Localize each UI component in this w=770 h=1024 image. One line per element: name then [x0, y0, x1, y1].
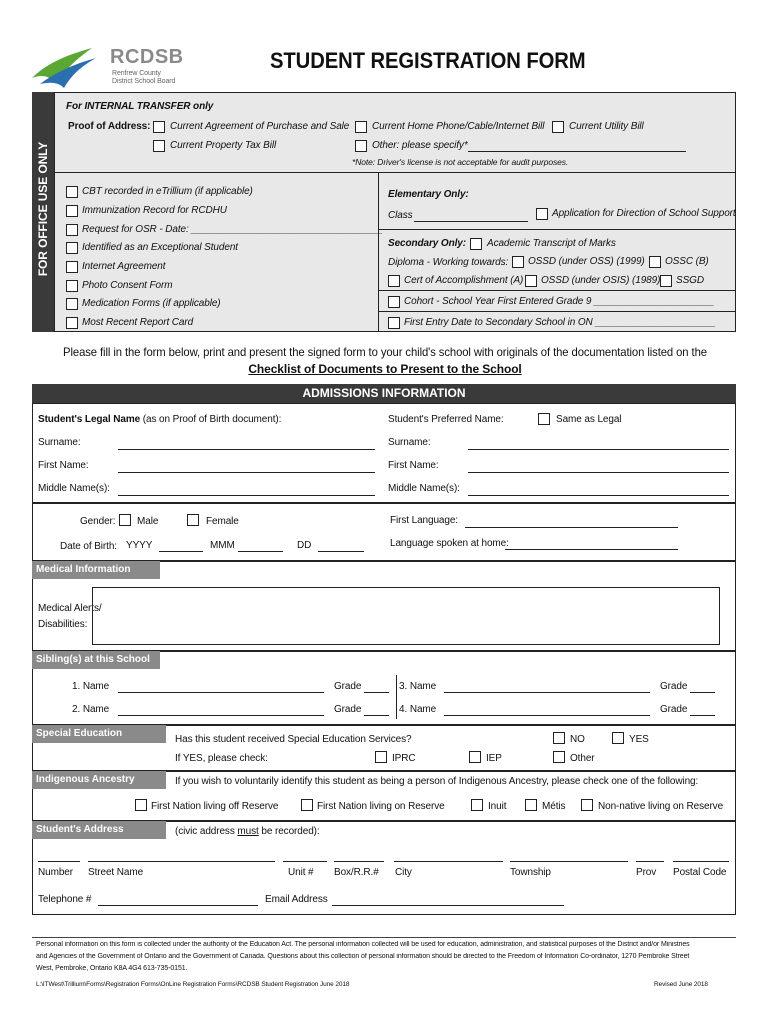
ossd-1999: OSSD (under OSS) (1999) — [528, 256, 645, 267]
iep: IEP — [486, 753, 502, 764]
indigenous-opt1: First Nation living off Reserve — [151, 801, 279, 812]
logo — [30, 44, 190, 92]
checkbox-non-native[interactable] — [581, 799, 593, 811]
other-proof-field[interactable] — [468, 151, 686, 152]
number-field[interactable] — [38, 861, 80, 862]
cohort-entry-divider — [378, 311, 736, 312]
unit-field[interactable] — [283, 861, 327, 862]
checkbox-exceptional[interactable] — [66, 242, 78, 254]
checkbox-same-as-legal[interactable] — [538, 413, 550, 425]
checkbox-immunization[interactable] — [66, 205, 78, 217]
prov-field[interactable] — [636, 861, 664, 862]
cert-accomp: Cert of Accomplishment (A) — [404, 275, 524, 286]
elem-sec-divider — [378, 229, 736, 230]
sibling-2-grade-field[interactable] — [364, 715, 389, 716]
logo-sub2: District School Board — [112, 78, 176, 85]
same-as-legal: Same as Legal — [556, 414, 622, 425]
sibling-4-label: 4. Name — [399, 704, 437, 715]
pref-surname-field[interactable] — [468, 449, 729, 450]
postal-field[interactable] — [673, 861, 729, 862]
sibling-2-grade-label: Grade — [334, 704, 362, 715]
sibling-2-label: 2. Name — [72, 704, 110, 715]
academic-transcript: Academic Transcript of Marks — [487, 238, 616, 249]
checkbox-ossd-osis[interactable] — [525, 275, 537, 287]
checkbox-ossc[interactable] — [649, 256, 661, 268]
special-ed-question: Has this student received Special Education Services? — [175, 734, 412, 745]
checkbox-male[interactable] — [119, 514, 131, 526]
iprc: IPRC — [392, 753, 416, 764]
checkbox-utility[interactable] — [552, 121, 564, 133]
opt-tax: Current Property Tax Bill — [170, 140, 277, 151]
box-field[interactable] — [334, 861, 384, 862]
medical-bar: Medical Information — [32, 561, 160, 579]
checkbox-internet[interactable] — [66, 261, 78, 273]
left-item-2: Request for OSR - Date: ___________________________________ — [82, 224, 383, 235]
legal-name-rest: (as on Proof of Birth document): — [142, 414, 282, 425]
checkbox-metis[interactable] — [525, 799, 537, 811]
left-item-7: Most Recent Report Card — [82, 317, 194, 328]
checkbox-cbt[interactable] — [66, 186, 78, 198]
drivers-license-note: *Note: Driver's license is not acceptable for audit purposes. — [352, 157, 569, 167]
checkbox-phone-bill[interactable] — [355, 121, 367, 133]
address-note-post: be recorded): — [258, 826, 320, 837]
checkbox-inuit[interactable] — [471, 799, 483, 811]
sped-no: NO — [570, 734, 585, 745]
pref-middle-names-label: Middle Name(s): — [388, 483, 460, 494]
left-item-6: Medication Forms (if applicable) — [82, 298, 221, 309]
office-divider — [54, 172, 736, 173]
middle-names-field[interactable] — [118, 495, 375, 496]
number-label: Number — [38, 867, 73, 878]
sibling-3-name-field[interactable] — [444, 692, 650, 693]
checkbox-transcript[interactable] — [470, 238, 482, 250]
diploma-label: Diploma - Working towards: — [388, 257, 509, 268]
indigenous-question: If you wish to voluntarily identify this student as being a person of Indigenous Ancestry, please check one of the following: — [175, 776, 699, 787]
sped-other: Other — [570, 753, 595, 764]
diploma-cohort-divider — [378, 290, 736, 291]
first-entry: First Entry Date to Secondary School in ON ______________________ — [404, 317, 716, 328]
indigenous-opt4: Métis — [542, 801, 566, 812]
pref-first-name-field[interactable] — [468, 472, 729, 473]
office-use-label: FOR OFFICE USE ONLY — [36, 141, 50, 277]
dob-dd-field[interactable] — [318, 551, 364, 552]
city-label: City — [395, 867, 412, 878]
opt-utility: Current Utility Bill — [569, 121, 644, 132]
cohort: Cohort - School Year First Entered Grade 9 ______________________ — [404, 296, 715, 307]
prov-label: Prov — [636, 867, 657, 878]
siblings-divider — [396, 675, 397, 719]
first-name-label: First Name: — [38, 460, 89, 471]
sibling-1-grade-label: Grade — [334, 681, 362, 692]
city-field[interactable] — [394, 861, 503, 862]
dob-label: Date of Birth: — [60, 541, 117, 552]
sibling-3-grade-label: Grade — [660, 681, 688, 692]
first-name-field[interactable] — [118, 472, 375, 473]
lang-home-field[interactable] — [505, 549, 678, 550]
sibling-1-label: 1. Name — [72, 681, 110, 692]
class-field[interactable] — [414, 221, 528, 222]
sibling-1-name-field[interactable] — [118, 692, 324, 693]
sibling-3-label: 3. Name — [399, 681, 437, 692]
ossc: OSSC (B) — [665, 256, 709, 267]
privacy-line3: West, Pembroke, Ontario K8A 4G4 613-735-0151. — [36, 965, 188, 972]
logo-sub1: Renfrew County — [112, 70, 161, 77]
address-note-pre: (civic address — [175, 826, 238, 837]
internal-transfer-label: For INTERNAL TRANSFER only — [66, 101, 214, 112]
medical-alerts-field[interactable] — [92, 587, 720, 645]
left-item-1: Immunization Record for RCDHU — [82, 205, 227, 216]
surname-field[interactable] — [118, 449, 375, 450]
checkbox-fn-off-reserve[interactable] — [135, 799, 147, 811]
sibling-4-grade-field[interactable] — [690, 715, 715, 716]
legal-name-bold: Student's Legal Name — [38, 414, 141, 425]
sped-yes: YES — [629, 734, 649, 745]
pref-first-name-label: First Name: — [388, 460, 439, 471]
ssgd: SSGD — [676, 275, 704, 286]
logo-text: RCDSB — [110, 46, 184, 68]
checkbox-osr[interactable] — [66, 224, 78, 236]
left-item-4: Internet Agreement — [82, 261, 166, 272]
sibling-2-name-field[interactable] — [118, 715, 324, 716]
dob-dd: DD — [297, 540, 312, 551]
checkbox-sped-yes[interactable] — [612, 732, 624, 744]
first-language-label: First Language: — [390, 515, 458, 526]
office-use-side-bar — [32, 92, 54, 332]
unit-label: Unit # — [288, 867, 314, 878]
checkbox-medication[interactable] — [66, 298, 78, 310]
ossd-osis: OSSD (under OSIS) (1989) — [541, 275, 661, 286]
checkbox-report-card[interactable] — [66, 317, 78, 329]
opt-other: Other: please specify* — [372, 140, 468, 151]
pref-surname-label: Surname: — [388, 437, 431, 448]
postal-label: Postal Code — [673, 867, 727, 878]
male: Male — [137, 516, 159, 527]
app-direction: Application for Direction of School Support — [552, 208, 736, 219]
checkbox-tax[interactable] — [153, 140, 165, 152]
address-note — [175, 826, 320, 837]
street-label: Street Name — [88, 867, 144, 878]
privacy-line1: Personal information on this form is collected under the authority of the Education Act. The personal information collected will be used for education, administration, and statistical purposes of the District and/or Ministries — [36, 941, 690, 948]
pref-middle-names-field[interactable] — [468, 495, 729, 496]
elementary-only-label: Elementary Only: — [388, 189, 469, 200]
medical-alerts-label2: Disabilities: — [38, 619, 88, 630]
indigenous-opt2: First Nation living on Reserve — [317, 801, 445, 812]
checkbox-photo[interactable] — [66, 280, 78, 292]
sibling-4-name-field[interactable] — [444, 715, 650, 716]
checkbox-female[interactable] — [187, 514, 199, 526]
admissions-bar: ADMISSIONS INFORMATION — [32, 384, 736, 403]
indigenous-bar: Indigenous Ancestry — [32, 771, 166, 789]
township-field[interactable] — [510, 861, 628, 862]
medical-alerts-label1: Medical Alerts/ — [38, 603, 102, 614]
checkbox-iprc[interactable] — [375, 751, 387, 763]
telephone-field[interactable] — [98, 905, 258, 906]
privacy-line2: and Agencies of the Government of Ontario and the Government of Canada. Questions about this collection of personal information should be directed to the Freedom of Information Co-ordinator, 1270 Pembroke Street — [36, 953, 690, 960]
opt-phone-bill: Current Home Phone/Cable/Internet Bill — [372, 121, 545, 132]
proof-of-address-label: Proof of Address: — [68, 121, 151, 132]
left-item-0: CBT recorded in eTrillium (if applicable) — [82, 186, 253, 197]
telephone-label: Telephone # — [38, 894, 92, 905]
footer-revised: Revised June 2018 — [654, 981, 708, 988]
page-title: STUDENT REGISTRATION FORM — [270, 48, 586, 73]
opt-purchase: Current Agreement of Purchase and Sale — [170, 121, 350, 132]
siblings-bar: Sibling(s) at this School — [32, 651, 160, 669]
checkbox-cert-accomp[interactable] — [388, 275, 400, 287]
middle-names-label: Middle Name(s): — [38, 483, 110, 494]
special-ed-bar: Special Education — [32, 725, 166, 743]
checkbox-first-entry[interactable] — [388, 317, 400, 329]
checkbox-cohort[interactable] — [388, 296, 400, 308]
checkbox-fn-on-reserve[interactable] — [301, 799, 313, 811]
checkbox-ssgd[interactable] — [660, 275, 672, 287]
dob-mmm-field[interactable] — [238, 551, 283, 552]
checkbox-iep[interactable] — [469, 751, 481, 763]
rcdsb-logo-icon — [30, 44, 100, 90]
checkbox-other-proof[interactable] — [355, 140, 367, 152]
sibling-4-grade-label: Grade — [660, 704, 688, 715]
dob-yyyy-field[interactable] — [159, 551, 203, 552]
gender-label: Gender: — [80, 516, 116, 527]
indigenous-opt3: Inuit — [488, 801, 507, 812]
if-yes-label: If YES, please check: — [175, 753, 268, 764]
street-field[interactable] — [88, 861, 275, 862]
checkbox-ossd-1999[interactable] — [512, 256, 524, 268]
left-item-5: Photo Consent Form — [82, 280, 173, 291]
address-bar: Student's Address — [32, 821, 166, 839]
sibling-3-grade-field[interactable] — [690, 692, 715, 693]
indigenous-opt5: Non-native living on Reserve — [598, 801, 724, 812]
checkbox-app-direction[interactable] — [536, 208, 548, 220]
dob-yyyy: YYYY — [126, 540, 153, 551]
lang-home-label: Language spoken at home: — [390, 538, 509, 549]
office-divider-vertical — [378, 172, 379, 332]
surname-label: Surname: — [38, 437, 81, 448]
legal-name-label — [38, 414, 281, 425]
township-label: Township — [510, 867, 551, 878]
email-field[interactable] — [332, 905, 564, 906]
first-language-field[interactable] — [465, 527, 678, 528]
sibling-1-grade-field[interactable] — [364, 692, 389, 693]
left-item-3: Identified as an Exceptional Student — [82, 242, 238, 253]
class-label: Class — [388, 210, 413, 221]
female: Female — [206, 516, 239, 527]
footer-path: L:\ITWest\Trillium\Forms\Registration Forms\OnLine Registration Forms\RCDSB Student Registration June 2018 — [36, 981, 350, 988]
dob-mmm: MMM — [210, 540, 235, 551]
email-label: Email Address — [265, 894, 328, 905]
demographics-box — [32, 503, 736, 561]
footer-rule — [32, 937, 736, 938]
checkbox-sped-other[interactable] — [553, 751, 565, 763]
preferred-name-label: Student's Preferred Name: — [388, 414, 504, 425]
address-note-must: must — [237, 826, 259, 837]
box-label: Box/R.R.# — [334, 867, 379, 878]
checkbox-sped-no[interactable] — [553, 732, 565, 744]
instructions-line2: Checklist of Documents to Present to the School — [248, 362, 522, 376]
checkbox-purchase[interactable] — [153, 121, 165, 133]
instructions-line1: Please fill in the form below, print and present the signed form to your child's school with originals of the documentation listed on the — [63, 345, 707, 359]
secondary-only-label: Secondary Only: — [388, 238, 466, 249]
